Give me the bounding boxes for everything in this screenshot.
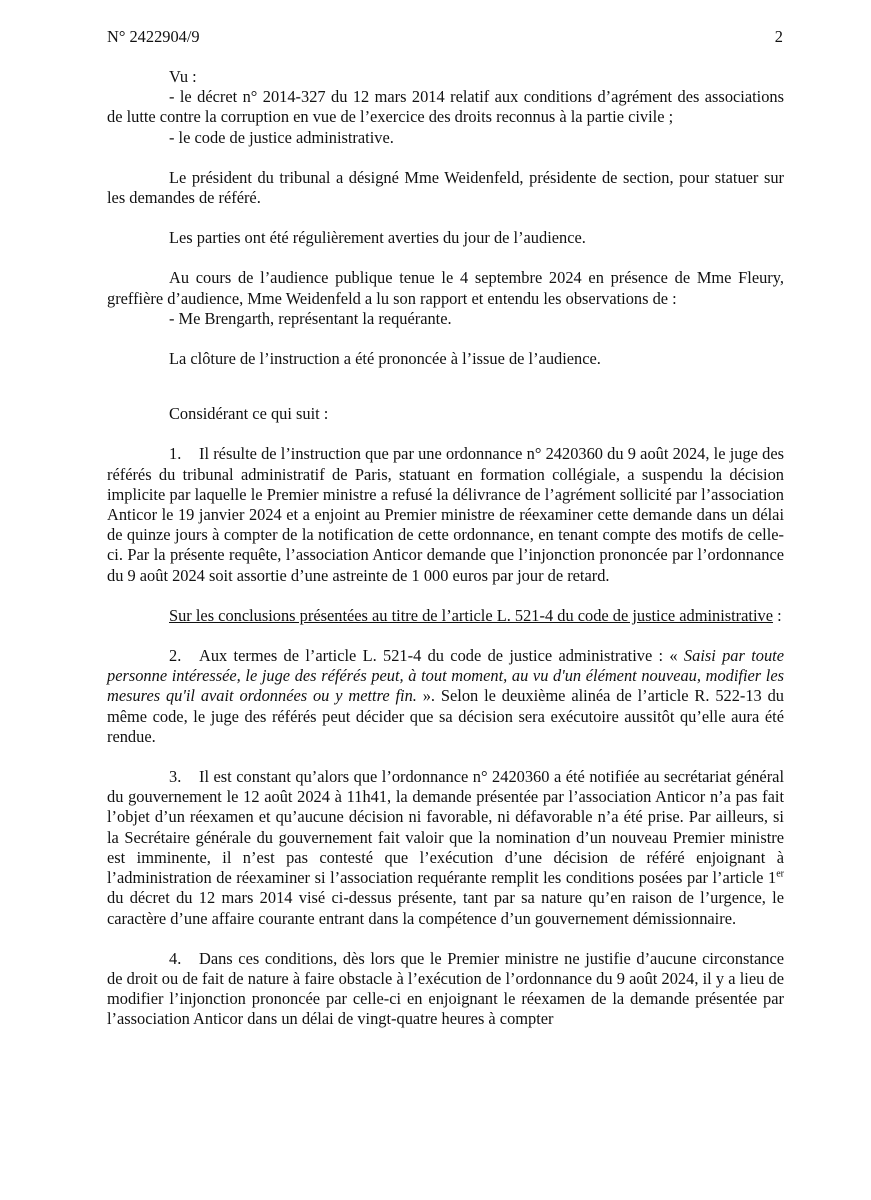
cloture-paragraph: La clôture de l’instruction a été prononcée à l’issue de l’audience. xyxy=(169,349,601,369)
considerant-heading: Considérant ce qui suit : xyxy=(169,404,329,424)
document-body xyxy=(107,67,784,1030)
paragraph-3-number: 3. xyxy=(169,767,182,787)
case-number: N° 2422904/9 xyxy=(107,27,200,46)
paragraph-2-number: 2. xyxy=(169,646,182,666)
paragraph-4-number: 4. xyxy=(169,948,182,968)
section-heading-colon: : xyxy=(773,605,782,625)
paragraph-2-intro: Aux termes de l’article L. 521-4 du code de justice administrative : « xyxy=(199,646,684,666)
paragraph-1-number: 1. xyxy=(169,444,182,464)
vu-item-code: - le code de justice administrative. xyxy=(169,127,394,147)
paragraph-3-text-a: Il est constant qu’alors que l’ordonnance n° 2420360 a été notifiée au secrétariat général du gouvernement le 12 août 2024 à 11h41, la demande présentée par l’association Anticor n’a pas fait l’objet d’un réexamen et qu’aucune décision ni favorable, ni défavorable n’a été prise. Par ailleurs, si la Secrétaire générale du gouvernement fait valoir que la nomination d’un nouveau Premier ministre est imminente, il n’est pas contesté que l’exécution d’une décision de référé enjoignant à l’administration de réexaminer si l’association requérante remplit les conditions posées par l’article 1 xyxy=(107,767,784,888)
paragraph-4 xyxy=(107,949,784,1030)
paragraph-2-rest: ». Selon le deuxième alinéa de l’article R. 522-13 du même code, le juge des référés peut décider que sa décision sera exécutoire aussitôt qu’elle aura été rendue. xyxy=(107,686,784,746)
paragraph-4-text: Dans ces conditions, dès lors que le Premier ministre ne justifie d’aucune circonstance de droit ou de fait de nature à faire obstacle à l’exécution de l’ordonnance du 9 août 2024, il y a lieu de modifier l’injonction prononcée par celle-ci en enjoignant le réexamen de la demande présentée par l’association Anticor dans un délai de vingt-quatre heures à compter xyxy=(107,948,784,1029)
paragraph-2-quote: Saisi par toute personne intéressée, le juge des référés peut, à tout moment, au vu d'un élément nouveau, modifier les mesures qu'il avait ordonnées ou y mettre fin. xyxy=(107,646,784,706)
audience-item: - Me Brengarth, représentant la requérante. xyxy=(169,308,452,328)
parties-paragraph: Les parties ont été régulièrement averties du jour de l’audience. xyxy=(169,228,586,248)
page-header xyxy=(107,27,783,49)
paragraph-3-text-b: du décret du 12 mars 2014 visé ci-dessus présente, tant par sa nature qu’en raison de l’urgence, le caractère d’une affaire courante entrant dans la compétence d’un gouvernement démissionnaire. xyxy=(107,888,784,928)
vu-heading: Vu : xyxy=(169,67,197,86)
vu-item-decree: - le décret n° 2014-327 du 12 mars 2014 relatif aux conditions d’agrément des associations de lutte contre la corruption en vue de l’exercice des droits reconnus à la partie civile ; xyxy=(107,87,784,127)
section-heading xyxy=(107,606,784,626)
page-number: 2 xyxy=(774,27,783,46)
paragraph-1 xyxy=(107,444,784,585)
paragraph-3 xyxy=(107,767,784,929)
audience-paragraph: Au cours de l’audience publique tenue le 4 septembre 2024 en présence de Mme Fleury, greffière d’audience, Mme Weidenfeld a lu son rapport et entendu les observations de : xyxy=(107,268,784,308)
section-heading-text: Sur les conclusions présentées au titre de l’article L. 521-4 du code de justice administrative xyxy=(169,605,773,625)
paragraph-1-text: Il résulte de l’instruction que par une ordonnance n° 2420360 du 9 août 2024, le juge des référés du tribunal administratif de Paris, statuant en formation collégiale, a suspendu la décision implicite par laquelle le Premier ministre a refusé la délivrance de l’agrément sollicité par l’association Anticor le 19 janvier 2024 et a enjoint au Premier ministre de réexaminer cette demande dans un délai de quinze jours à compter de la notification de cette ordonnance, en tenant compte des motifs de celle-ci. Par la présente requête, l’association Anticor demande que l’injonction prononcée par l’ordonnance du 9 août 2024 soit assortie d’une astreinte de 1 000 euros par jour de retard. xyxy=(107,444,784,585)
paragraph-2 xyxy=(107,646,784,747)
paragraph-3-superscript: er xyxy=(776,868,784,880)
president-paragraph: Le président du tribunal a désigné Mme Weidenfeld, présidente de section, pour statuer sur les demandes de référé. xyxy=(107,167,784,208)
